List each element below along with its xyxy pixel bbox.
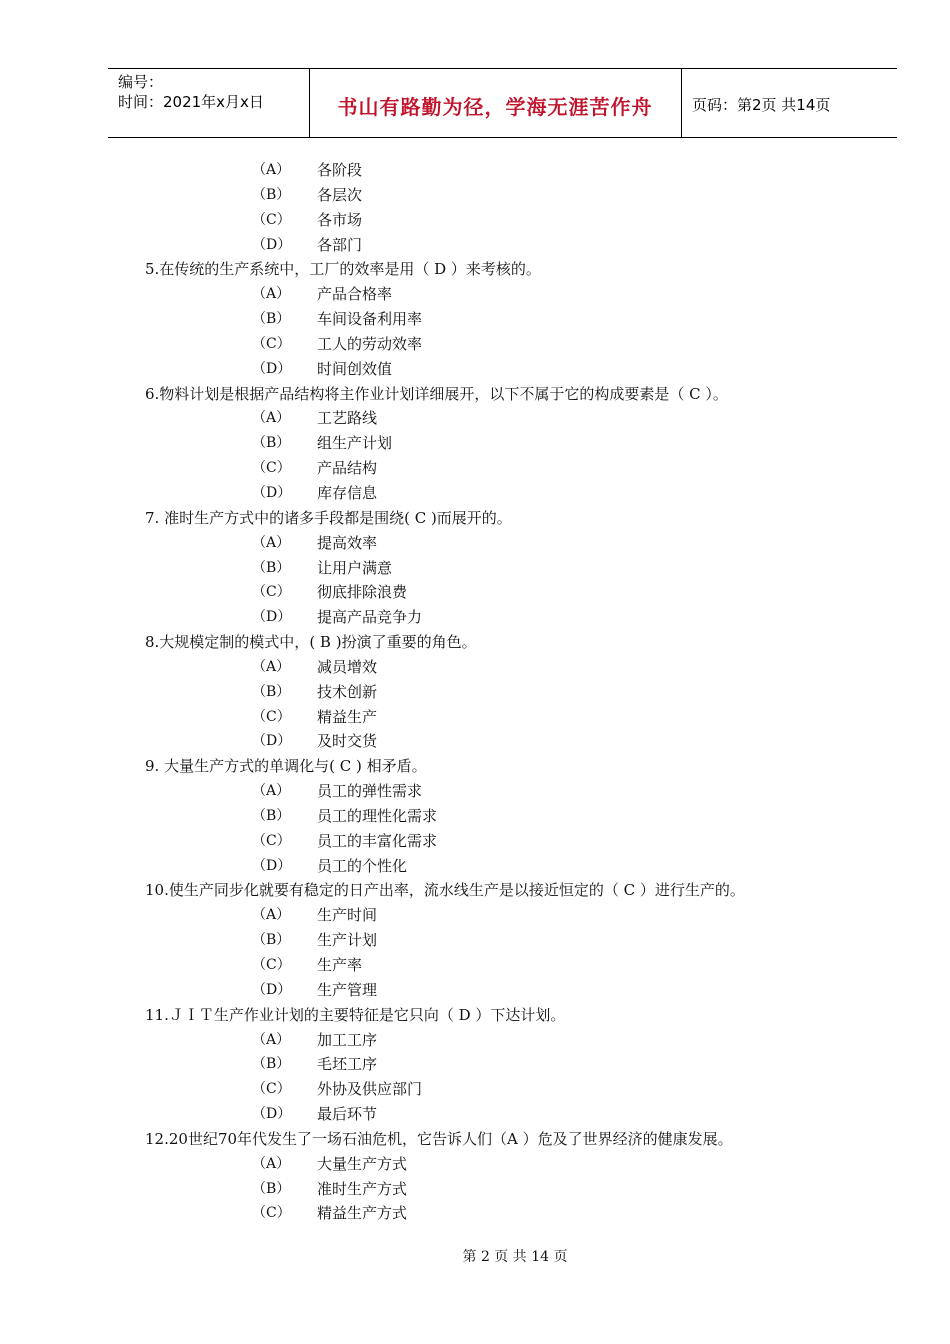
option-label: （D）	[252, 609, 292, 626]
option-label: （B）	[252, 186, 291, 203]
answer-option	[0, 928, 950, 953]
answer-option	[0, 1201, 950, 1226]
answer-option	[0, 282, 950, 307]
option-text: 车间设备利用率	[317, 310, 423, 329]
option-text: 减员增效	[317, 657, 378, 676]
question-stem: 11.ＪＩＴ生产作业计划的主要特征是它只向（ D ）下达计划。	[145, 1005, 566, 1024]
option-text: 产品合格率	[317, 285, 393, 304]
option-label: （B）	[252, 1180, 291, 1197]
answer-option	[0, 1077, 950, 1102]
page-header	[108, 68, 897, 138]
option-label: （B）	[252, 1056, 291, 1073]
option-label: （A）	[252, 907, 291, 924]
option-text: 库存信息	[317, 483, 378, 502]
answer-option	[0, 804, 950, 829]
option-text: 生产管理	[317, 980, 378, 999]
answer-option	[0, 307, 950, 332]
answer-option	[0, 903, 950, 928]
option-label: （A）	[252, 783, 291, 800]
answer-option	[0, 655, 950, 680]
option-text: 彻底排除浪费	[317, 583, 408, 602]
option-text: 准时生产方式	[317, 1179, 408, 1198]
question-stem: 8.大规模定制的模式中，( B )扮演了重要的角色。	[145, 633, 477, 652]
answer-option	[0, 953, 950, 978]
header-page-info: 页码：第2页 共14页	[692, 96, 831, 114]
answer-option	[0, 406, 950, 431]
option-text: 生产时间	[317, 906, 378, 925]
answer-option	[0, 233, 950, 258]
page-footer: 第 2 页 共 14 页	[462, 1249, 568, 1265]
option-label: （D）	[252, 484, 292, 501]
option-label: （A）	[252, 534, 291, 551]
question-list	[0, 158, 950, 1226]
option-label: （C）	[252, 460, 291, 477]
answer-option	[0, 158, 950, 183]
answer-option	[0, 1152, 950, 1177]
answer-option	[0, 556, 950, 581]
option-text: 让用户满意	[317, 558, 393, 577]
option-text: 提高产品竞争力	[317, 608, 423, 627]
option-label: （A）	[252, 658, 291, 675]
answer-option	[0, 729, 950, 754]
option-text: 各部门	[317, 235, 363, 254]
question-stem: 5.在传统的生产系统中，工厂的效率是用（ D ）来考核的。	[145, 260, 541, 279]
option-label: （A）	[252, 1155, 291, 1172]
option-text: 员工的弹性需求	[317, 782, 423, 801]
option-text: 各阶段	[317, 161, 363, 179]
option-label: （B）	[252, 807, 291, 824]
option-text: 生产率	[317, 956, 363, 974]
option-label: （C）	[252, 584, 291, 601]
question-stem: 9. 大量生产方式的单调化与( C ) 相矛盾。	[145, 757, 427, 776]
option-text: 精益生产方式	[317, 1204, 408, 1223]
answer-option	[0, 531, 950, 556]
option-text: 外协及供应部门	[317, 1080, 423, 1099]
answer-option	[0, 183, 950, 208]
answer-option	[0, 605, 950, 630]
header-motto: 书山有路勤为径，学海无涯苦作舟	[337, 95, 653, 119]
option-text: 各市场	[317, 210, 363, 229]
option-text: 生产计划	[317, 931, 378, 950]
question-stem: 12.20世纪70年代发生了一场石油危机，它告诉人们（A ）危及了世界经济的健康发展。	[145, 1129, 733, 1148]
option-text: 组生产计划	[317, 434, 393, 453]
option-text: 产品结构	[317, 459, 378, 478]
option-label: （B）	[252, 435, 291, 452]
option-label: （D）	[252, 857, 292, 874]
option-text: 及时交货	[317, 732, 378, 751]
option-text: 时间创效值	[317, 359, 393, 378]
option-text: 加工工序	[317, 1030, 378, 1049]
question-stem: 6.物料计划是根据产品结构将主作业计划详细展开，以下不属于它的构成要素是（ C ）。	[145, 384, 728, 403]
answer-option	[0, 1102, 950, 1127]
option-label: （C）	[252, 957, 291, 973]
option-label: （B）	[252, 311, 291, 328]
option-label: （A）	[252, 286, 291, 303]
option-label: （D）	[252, 733, 292, 750]
document-number-label: 编号：	[118, 73, 164, 91]
option-text: 精益生产	[317, 707, 378, 726]
option-text: 技术创新	[317, 682, 378, 701]
answer-option	[0, 332, 950, 357]
answer-option	[0, 357, 950, 382]
answer-option	[0, 208, 950, 233]
option-text: 员工的理性化需求	[317, 806, 438, 825]
option-text: 最后环节	[317, 1105, 378, 1124]
option-label: （C）	[252, 211, 291, 228]
option-text: 员工的丰富化需求	[317, 831, 438, 850]
answer-option	[0, 829, 950, 854]
option-label: （D）	[252, 981, 292, 998]
answer-option	[0, 1177, 950, 1202]
answer-option	[0, 580, 950, 605]
option-text: 工艺路线	[317, 409, 378, 428]
header-meta-cell	[108, 69, 310, 137]
answer-option	[0, 456, 950, 481]
option-label: （D）	[252, 236, 292, 253]
option-label: （C）	[252, 335, 291, 352]
option-label: （A）	[252, 162, 291, 178]
document-time-label: 时间：2021年x月x日	[118, 93, 264, 111]
answer-option	[0, 1028, 950, 1053]
header-page-cell	[682, 69, 897, 137]
option-label: （B）	[252, 559, 291, 576]
question-stem: 7. 准时生产方式中的诸多手段都是围绕( C )而展开的。	[145, 508, 512, 527]
option-label: （C）	[252, 708, 291, 725]
answer-option	[0, 431, 950, 456]
option-text: 毛坯工序	[317, 1055, 378, 1074]
answer-option	[0, 779, 950, 804]
option-label: （D）	[252, 1106, 292, 1123]
option-label: （C）	[252, 1205, 291, 1222]
question-stem: 10.使生产同步化就要有稳定的日产出率，流水线生产是以接近恒定的（ C ）进行生产的。	[145, 881, 745, 900]
header-motto-cell	[309, 69, 682, 137]
option-label: （A）	[252, 410, 291, 427]
answer-option	[0, 854, 950, 879]
answer-option	[0, 705, 950, 730]
option-label: （D）	[252, 360, 292, 377]
option-text: 提高效率	[317, 533, 378, 552]
option-text: 员工的个性化	[317, 856, 408, 875]
option-label: （B）	[252, 683, 291, 700]
option-label: （B）	[252, 932, 291, 949]
answer-option	[0, 1052, 950, 1077]
answer-option	[0, 978, 950, 1003]
answer-option	[0, 680, 950, 705]
option-text: 大量生产方式	[317, 1154, 408, 1173]
option-label: （C）	[252, 1081, 291, 1098]
option-label: （A）	[252, 1031, 291, 1048]
option-text: 工人的劳动效率	[317, 334, 423, 353]
option-label: （C）	[252, 832, 291, 849]
option-text: 各层次	[317, 185, 363, 204]
answer-option	[0, 481, 950, 506]
